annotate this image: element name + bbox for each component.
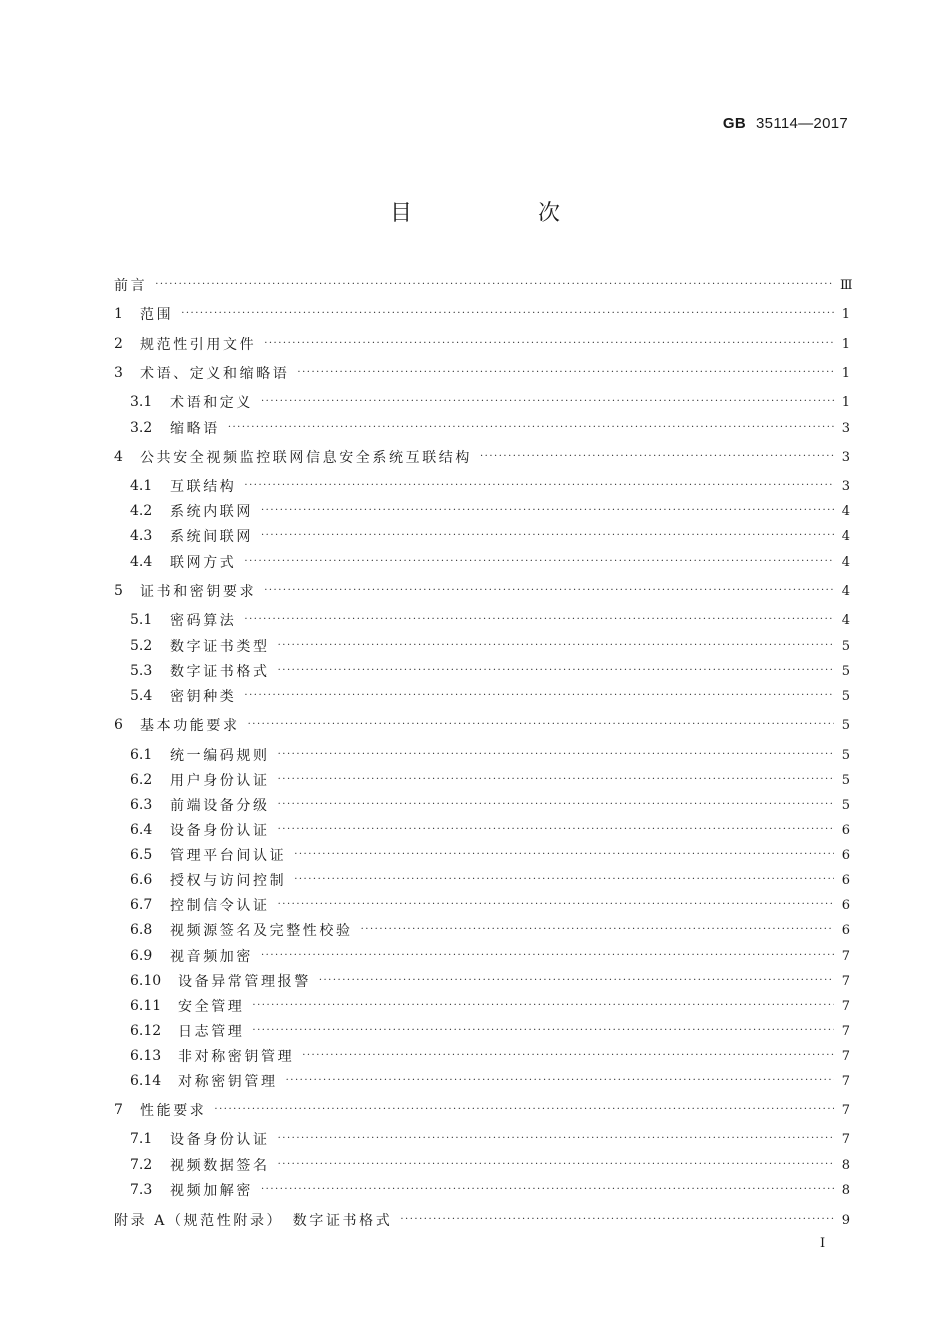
toc-entry-label: 控制信令认证 [170,898,270,914]
toc-entry-number: 6 [114,717,123,733]
toc-entry-label: 范围 [140,307,174,323]
toc-entry-page: 1 [841,306,850,322]
toc-entry[interactable] [114,919,850,941]
toc-entry[interactable] [114,525,850,547]
dot-leader [400,1213,834,1227]
toc-entry-number: 3 [114,365,123,381]
dot-leader [297,366,834,380]
page-number: I [820,1236,826,1251]
toc-entry-label: 缩略语 [170,421,220,437]
dot-leader [248,718,834,732]
toc-entry-number: 2 [114,336,123,352]
toc-entry-label: 对称密钥管理 [178,1074,278,1090]
toc-entry-number: 5.3 [130,663,153,679]
dot-leader [155,278,834,292]
dot-leader [264,584,834,598]
toc-entry-page: 1 [841,394,850,410]
dot-leader [261,529,834,543]
toc-entry-label: 附录 A（规范性附录） 数字证书格式 [114,1213,393,1229]
toc-entry[interactable] [114,844,850,866]
toc-entry-number: 4.3 [130,528,153,544]
dot-leader [278,639,834,653]
toc-entry[interactable] [114,446,850,468]
toc-entry-label: 系统内联网 [170,504,253,520]
standard-number: 35114—2017 [756,115,848,132]
toc-entry-label: 视音频加密 [170,949,253,965]
toc-entry[interactable] [114,685,850,707]
toc-entry-page: 4 [841,554,850,570]
page-title: 目 次 [389,201,612,226]
toc-entry-label: 联网方式 [170,555,237,571]
toc-entry-label: 统一编码规则 [170,748,270,764]
toc-entry-label: 授权与访问控制 [170,873,287,889]
dot-leader [294,873,834,887]
toc-entry-number: 5.4 [130,688,153,704]
dot-leader [278,1158,834,1172]
toc-entry-label: 设备身份认证 [170,1132,270,1148]
toc-entry-label: 前端设备分级 [170,798,270,814]
dot-leader [480,450,834,464]
toc-entry-label: 术语、定义和缩略语 [140,366,290,382]
toc-entry-number: 5.1 [130,612,153,628]
toc-entry-label: 系统间联网 [170,529,253,545]
toc-entry-page: 3 [841,420,850,436]
dot-leader [244,479,834,493]
toc-entry-number: 7.3 [130,1182,153,1198]
toc-entry-number: 6.4 [130,822,153,838]
toc-entry-page: 7 [841,1102,850,1118]
toc-entry-label: 密码算法 [170,613,237,629]
toc-entry[interactable] [114,995,850,1017]
toc-entry-label: 视频源签名及完整性校验 [170,923,353,939]
toc-entry-page: 8 [841,1182,850,1198]
toc-entry-page: 4 [841,503,850,519]
toc-entry-label: 基本功能要求 [140,718,240,734]
toc-entry[interactable] [114,794,850,816]
dot-leader [261,949,834,963]
toc-entry-label: 视频加解密 [170,1183,253,1199]
toc-entry[interactable] [114,1209,850,1231]
toc-entry-label: 前言 [114,278,148,294]
toc-entry[interactable] [114,417,850,439]
dot-leader [261,1183,834,1197]
toc-entry[interactable] [114,1045,850,1067]
dot-leader [286,1074,834,1088]
toc-entry[interactable] [114,500,850,522]
toc-entry-label: 密钥种类 [170,689,237,705]
toc-entry[interactable] [114,551,850,573]
toc-entry-page: 5 [841,747,850,763]
toc-entry-page: 5 [841,663,850,679]
dot-leader [302,1049,834,1063]
toc-entry-label: 术语和定义 [170,395,253,411]
toc-entry-label: 互联结构 [170,479,237,495]
toc-entry[interactable] [114,635,850,657]
toc-entry[interactable] [114,362,850,384]
toc-entry-number: 4 [114,449,123,465]
toc-entry[interactable] [114,869,850,891]
toc-entry-label: 数字证书格式 [170,664,270,680]
toc-entry-page: 5 [841,688,850,704]
dot-leader [278,773,834,787]
toc-entry-label: 证书和密钥要求 [140,584,257,600]
dot-leader [278,898,834,912]
toc-entry-number: 3.1 [130,394,153,410]
toc-entry-number: 4.1 [130,478,153,494]
toc-entry-page: 3 [841,449,850,465]
toc-entry[interactable] [114,1179,850,1201]
toc-entry-page: 4 [841,612,850,628]
toc-entry[interactable] [114,274,853,296]
toc-entry-page: 7 [841,1131,850,1147]
toc-entry-label: 视频数据签名 [170,1158,270,1174]
toc-entry-number: 7.2 [130,1157,153,1173]
toc-entry-label: 性能要求 [140,1103,207,1119]
dot-leader [278,798,834,812]
toc-entry-page: 6 [841,872,850,888]
toc-entry-number: 6.2 [130,772,153,788]
toc-entry-page: 1 [841,336,850,352]
dot-leader [244,613,834,627]
toc-entry-page: 7 [841,973,850,989]
dot-leader [244,689,834,703]
dot-leader [361,923,834,937]
dot-leader [252,999,834,1013]
standard-code [723,114,848,132]
toc-entry-number: 7.1 [130,1131,153,1147]
toc-entry-number: 6.9 [130,948,153,964]
toc-entry-label: 用户身份认证 [170,773,270,789]
dot-leader [278,664,834,678]
toc-entry-number: 6.5 [130,847,153,863]
dot-leader [278,823,834,837]
toc-entry-page: 8 [841,1157,850,1173]
toc-entry[interactable] [114,475,850,497]
toc-entry[interactable] [114,744,850,766]
dot-leader [319,974,834,988]
toc-entry-number: 6.6 [130,872,153,888]
dot-leader [181,307,834,321]
toc-entry-page: 1 [841,365,850,381]
toc-entry[interactable] [114,714,850,736]
dot-leader [261,504,834,518]
toc-entry-page: Ⅲ [840,277,853,293]
dot-leader [214,1103,834,1117]
toc-entry-page: 6 [841,897,850,913]
toc-entry-number: 4.2 [130,503,153,519]
toc-entry-number: 6.14 [130,1073,162,1089]
toc-entry-label: 数字证书类型 [170,639,270,655]
toc-entry-label: 非对称密钥管理 [178,1049,295,1065]
toc-entry-page: 5 [841,717,850,733]
toc-entry[interactable] [114,609,850,631]
toc-entry[interactable] [114,660,850,682]
toc-entry[interactable] [114,580,850,602]
toc-entry-page: 5 [841,638,850,654]
toc-entry-number: 6.10 [130,973,162,989]
toc-entry[interactable] [114,970,850,992]
toc-entry-number: 1 [114,306,123,322]
dot-leader [278,1132,834,1146]
toc-entry-page: 7 [841,1023,850,1039]
toc-entry-page: 5 [841,772,850,788]
toc-entry[interactable] [114,1154,850,1176]
toc-entry-number: 6.13 [130,1048,162,1064]
toc-entry-page: 6 [841,847,850,863]
toc-entry[interactable] [114,1128,850,1150]
toc-entry-number: 6.11 [130,998,162,1014]
toc-entry[interactable] [114,819,850,841]
toc-entry-page: 9 [841,1212,850,1228]
toc-entry[interactable] [114,1020,850,1042]
toc-entry-label: 设备异常管理报警 [178,974,311,990]
toc-entry[interactable] [114,303,850,325]
toc-entry-number: 6.8 [130,922,153,938]
toc-entry-page: 4 [841,528,850,544]
toc-entry-page: 7 [841,998,850,1014]
toc-entry-number: 6.1 [130,747,153,763]
dot-leader [261,395,834,409]
toc-entry-page: 5 [841,797,850,813]
toc-entry-label: 规范性引用文件 [140,337,257,353]
toc-entry-page: 3 [841,478,850,494]
dot-leader [264,337,834,351]
toc-entry-page: 7 [841,1073,850,1089]
toc-entry-label: 管理平台间认证 [170,848,287,864]
toc-entry-number: 5 [114,583,123,599]
toc-entry[interactable] [114,333,850,355]
dot-leader [252,1024,834,1038]
toc-entry-label: 日志管理 [178,1024,245,1040]
dot-leader [228,421,834,435]
toc-entry-page: 4 [841,583,850,599]
dot-leader [278,748,834,762]
toc-entry-number: 7 [114,1102,123,1118]
toc-entry-number: 4.4 [130,554,153,570]
toc-entry-number: 5.2 [130,638,153,654]
toc-entry[interactable] [114,391,850,413]
dot-leader [294,848,834,862]
toc-entry-number: 6.7 [130,897,153,913]
toc-entry-label: 安全管理 [178,999,245,1015]
toc-entry[interactable] [114,945,850,967]
toc-entry[interactable] [114,894,850,916]
dot-leader [244,555,834,569]
toc-entry-number: 6.3 [130,797,153,813]
toc-entry[interactable] [114,1099,850,1121]
toc-entry-page: 6 [841,822,850,838]
toc-entry-number: 3.2 [130,420,153,436]
toc-entry-page: 7 [841,1048,850,1064]
toc-entry-page: 7 [841,948,850,964]
toc-entry-number: 6.12 [130,1023,162,1039]
toc-entry-label: 设备身份认证 [170,823,270,839]
toc-entry[interactable] [114,769,850,791]
toc-entry-label: 公共安全视频监控联网信息安全系统互联结构 [140,450,472,466]
toc-entry[interactable] [114,1070,850,1092]
toc-entry-page: 6 [841,922,850,938]
standard-prefix: GB [722,115,747,132]
